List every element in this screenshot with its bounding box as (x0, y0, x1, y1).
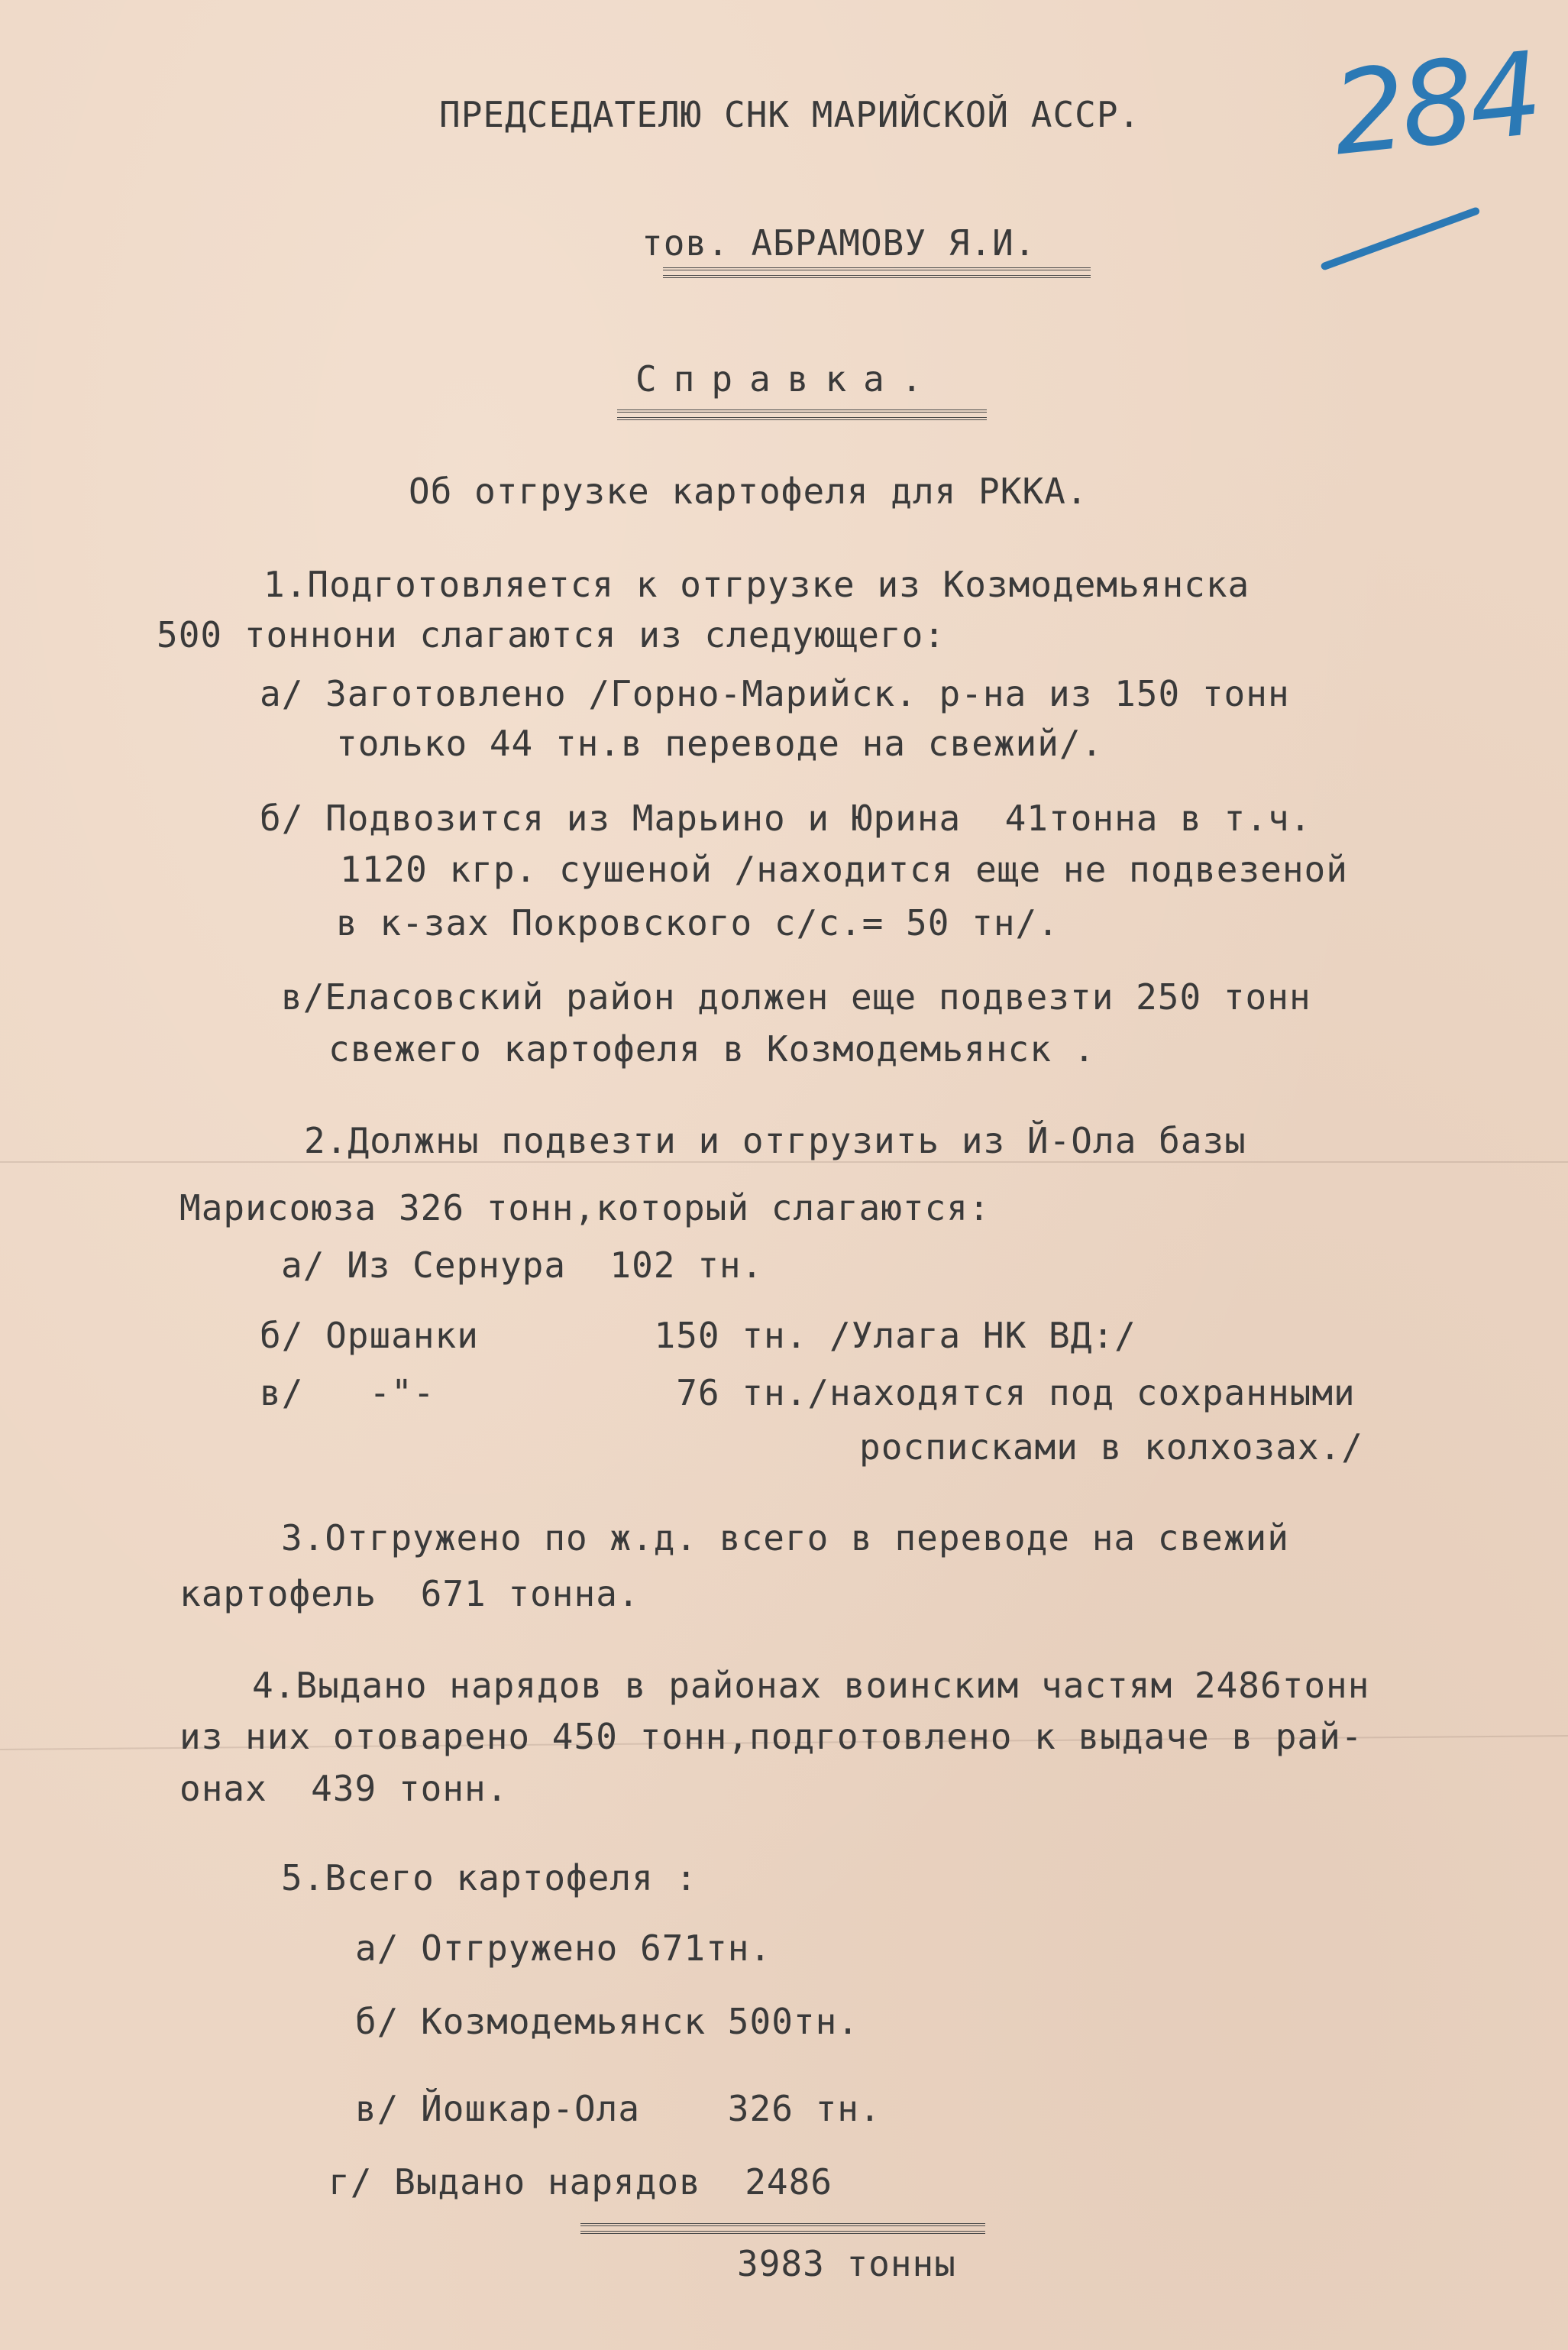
body-line: а/ Отгружено 671тн. (355, 1928, 772, 1969)
body-line: 1120 кгр. сушеной /находится еще не подвезеной (340, 849, 1348, 890)
grand-total: 3983 тонны (737, 2243, 956, 2284)
total-underline (580, 2223, 985, 2234)
body-line: из них отоварено 450 тонн,подготовлено к выдаче в рай- (179, 1716, 1363, 1757)
addressee-name: тов. АБРАМОВУ Я.И. (642, 222, 1036, 264)
body-line: 3.Отгружено по ж.д. всего в переводе на свежий (281, 1517, 1289, 1559)
body-line: б/ Козмодемьянск 500тн. (355, 2001, 859, 2042)
body-line: только 44 тн.в переводе на свежий/. (336, 723, 1104, 764)
body-line: г/ Выдано нарядов 2486 (328, 2161, 832, 2203)
body-line: росписками в колхозах./ (859, 1426, 1363, 1468)
archive-number-underline (1320, 206, 1480, 271)
body-line: 500 тоннони слагаются из следующего: (157, 614, 946, 655)
body-line: а/ Из Сернура 102 тн. (281, 1245, 764, 1286)
body-line: а/ Заготовлено /Горно-Марийск. р-на из 150 тонн (260, 673, 1290, 714)
body-line: 5.Всего картофеля : (281, 1857, 698, 1898)
body-line: б/ Подвозится из Марьино и Юрина 41тонна в т.ч. (260, 798, 1312, 839)
body-line: б/ Оршанки 150 тн. /Улага НК ВД:/ (260, 1315, 1136, 1356)
body-line: онах 439 тонн. (179, 1768, 509, 1809)
document-title: Справка. (635, 358, 939, 400)
title-underline (617, 409, 987, 420)
body-line: 4.Выдано нарядов в районах воинским частям 2486тонн (252, 1665, 1370, 1706)
body-line: 1.Подготовляется к отгрузке из Козмодемьянска (263, 564, 1250, 605)
archive-number: 284 (1326, 28, 1544, 182)
addressee-title: ПРЕДСЕДАТЕЛЮ СНК МАРИЙСКОЙ АССР. (439, 94, 1141, 135)
body-line: 2.Должны подвезти и отгрузить из Й-Ола базы (304, 1120, 1246, 1161)
body-line: свежего картофеля в Козмодемьянск . (328, 1028, 1096, 1070)
body-line: Марисоюза 326 тонн,который слагаются: (179, 1187, 991, 1228)
body-line: в/ -"- 76 тн./находятся под сохранными (260, 1372, 1356, 1413)
body-line: в к-зах Покровского с/с.= 50 тн/. (336, 902, 1059, 944)
addressee-underline (663, 267, 1091, 278)
body-line: картофель 671 тонна. (179, 1573, 640, 1614)
body-line: в/Еласовский район должен еще подвезти 250 тонн (281, 976, 1311, 1018)
document-subtitle: Об отгрузке картофеля для РККА. (409, 471, 1088, 512)
body-line: в/ Йошкар-Ола 326 тн. (355, 2088, 881, 2129)
